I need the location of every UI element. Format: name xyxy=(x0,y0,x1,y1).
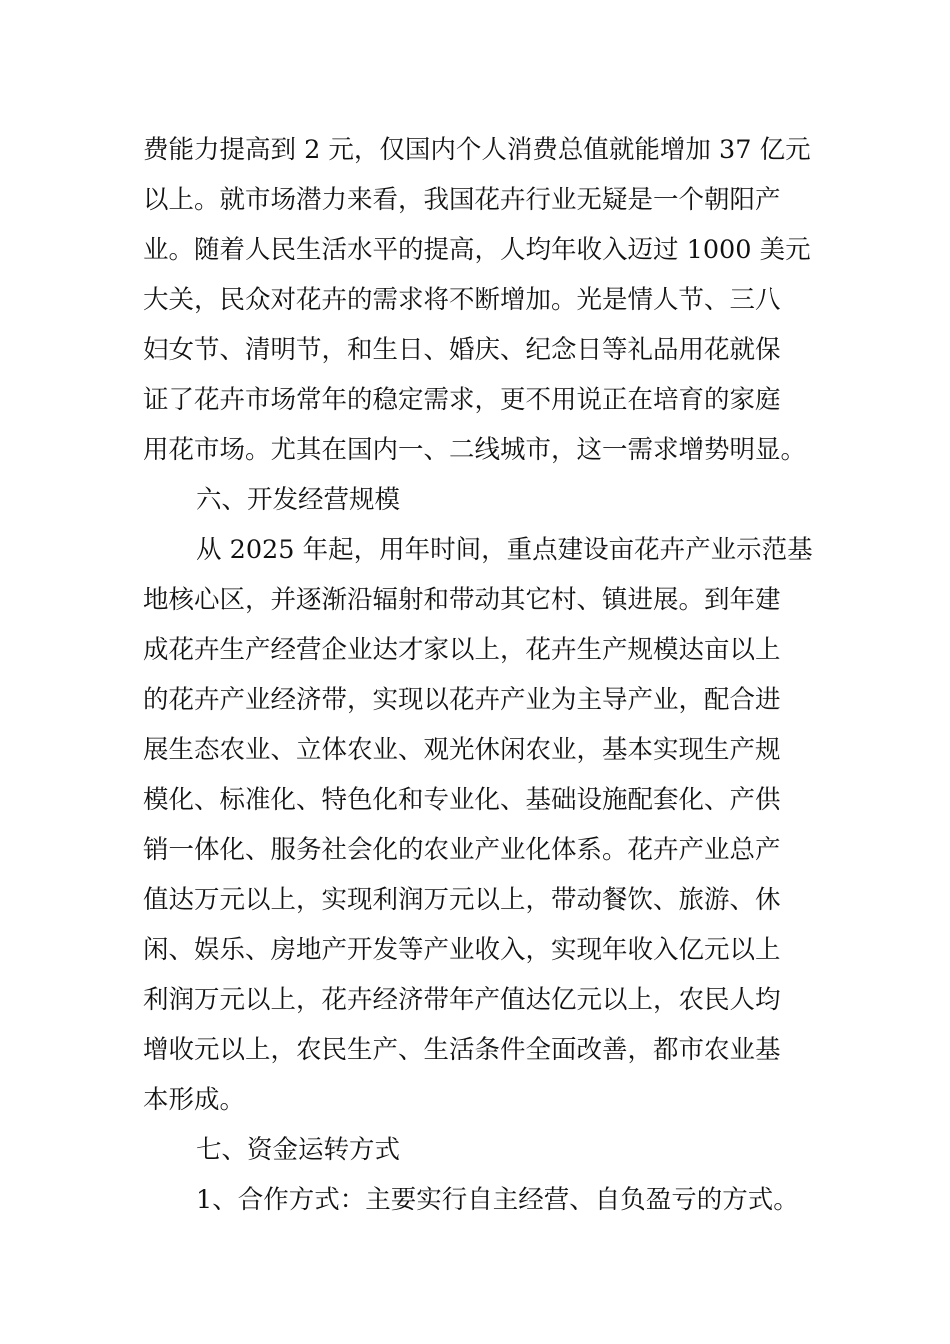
paragraph-line: 证了花卉市场常年的稳定需求，更不用说正在培育的家庭 xyxy=(143,385,781,415)
paragraph-line: 本形成。 xyxy=(143,1085,246,1115)
paragraph-line: 从 2025 年起，用年时间，重点建设亩花卉产业示范基 xyxy=(196,535,813,565)
paragraph-line: 用花市场。尤其在国内一、二线城市，这一需求增势明显。 xyxy=(143,435,807,465)
paragraph-line: 展生态农业、立体农业、观光休闲农业，基本实现生产规 xyxy=(143,735,781,765)
paragraph-line: 妇女节、清明节，和生日、婚庆、纪念日等礼品用花就保 xyxy=(143,335,781,365)
paragraph-line: 利润万元以上，花卉经济带年产值达亿元以上，农民人均 xyxy=(143,985,781,1015)
paragraph-line: 值达万元以上，实现利润万元以上，带动餐饮、旅游、休 xyxy=(143,885,781,915)
paragraph-line: 费能力提高到 2 元，仅国内个人消费总值就能增加 37 亿元 xyxy=(143,135,811,165)
paragraph-line: 以上。就市场潜力来看，我国花卉行业无疑是一个朝阳产 xyxy=(143,185,781,215)
paragraph-line: 销一体化、服务社会化的农业产业化体系。花卉产业总产 xyxy=(143,835,781,865)
list-item: 1、合作方式：主要实行自主经营、自负盈亏的方式。 xyxy=(196,1185,799,1215)
paragraph-line: 地核心区，并逐渐沿辐射和带动其它村、镇进展。到年建 xyxy=(143,585,781,615)
paragraph-line: 业。随着人民生活水平的提高，人均年收入迈过 1000 美元 xyxy=(143,235,811,265)
paragraph-line: 的花卉产业经济带，实现以花卉产业为主导产业，配合进 xyxy=(143,685,781,715)
paragraph-line: 大关，民众对花卉的需求将不断增加。光是情人节、三八 xyxy=(143,285,781,315)
section-heading-7: 七、资金运转方式 xyxy=(196,1135,401,1165)
paragraph-line: 闲、娱乐、房地产开发等产业收入，实现年收入亿元以上 xyxy=(143,935,781,965)
paragraph-line: 成花卉生产经营企业达才家以上，花卉生产规模达亩以上 xyxy=(143,635,781,665)
paragraph-line: 增收元以上，农民生产、生活条件全面改善，都市农业基 xyxy=(143,1035,781,1065)
section-heading-6: 六、开发经营规模 xyxy=(196,485,401,515)
paragraph-line: 模化、标准化、特色化和专业化、基础设施配套化、产供 xyxy=(143,785,781,815)
